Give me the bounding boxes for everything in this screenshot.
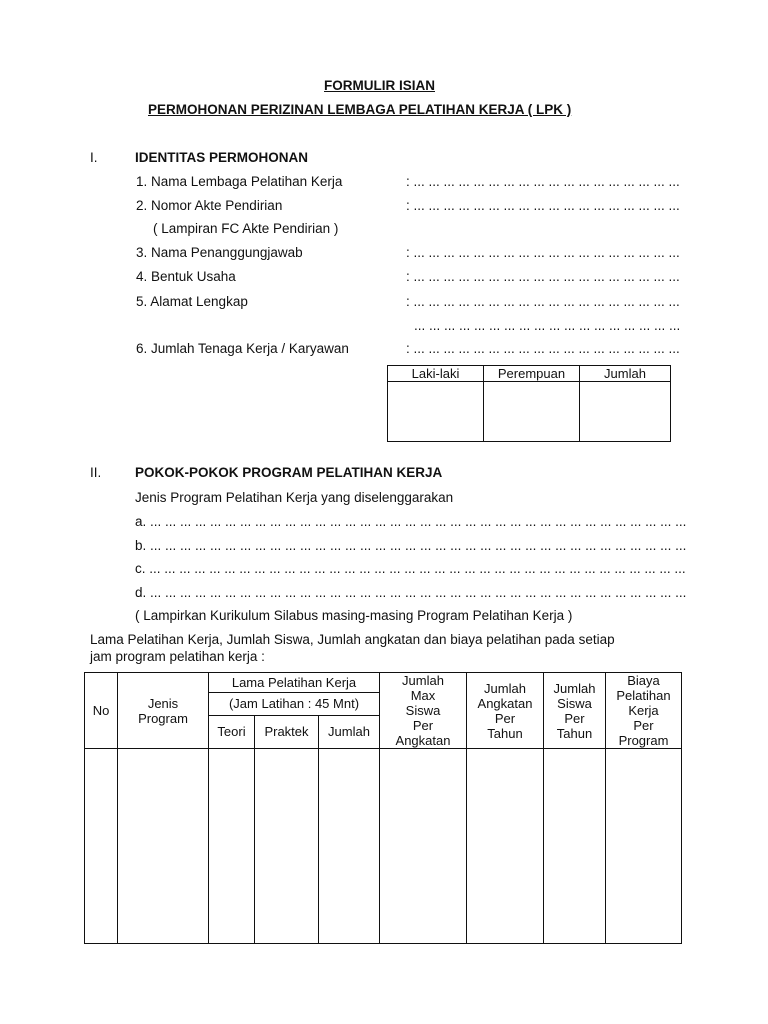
col-header-line: Jumlah [553,680,596,696]
col-header-line: Siswa [557,695,592,711]
col-header-line: Angkatan [477,695,533,711]
col-header-jenis [118,673,209,749]
staff-header-female: Perempuan [484,366,580,382]
col-header-line: Jumlah [402,673,444,688]
cell-max-siswa[interactable] [380,749,467,944]
paragraph-line2: jam program pelatihan kerja : [90,649,265,664]
item-label: 3. Nama Penanggungjawab [136,245,303,260]
col-header-line: Tahun [556,725,593,741]
col-header-line: Per [633,718,654,733]
item-label: 4. Bentuk Usaha [136,269,236,284]
staff-header-male: Laki-laki [388,366,484,382]
item-label: 2. Nomor Akte Pendirian [136,198,283,213]
col-header-line: Pelatihan [616,688,671,703]
form-subtitle: PERMOHONAN PERIZINAN LEMBAGA PELATIHAN KERJA ( LPK ) [148,102,572,117]
cell-jenis[interactable] [118,749,209,944]
form-title: FORMULIR ISIAN [324,78,435,93]
col-header-jenis-line: Jenis [147,695,179,711]
program-line[interactable]: c. ... ... ... ... ... ... ... ... ... ... ... ... ... ... ... ... ... ... ... ... ... ... ... ... ... ... ... ... ... ... ... ... ... ... ... ... [135,561,686,576]
col-header-line: Angkatan [395,733,451,748]
col-header-biaya [606,673,682,749]
col-header-line: Tahun [487,725,523,741]
program-line[interactable]: a. ... ... ... ... ... ... ... ... ... ... ... ... ... ... ... ... ... ... ... ... ... ... ... ... ... ... ... ... ... ... ... ... ... ... ... ... [135,514,687,529]
paragraph-line1: Lama Pelatihan Kerja, Jumlah Siswa, Jumlah angkatan dan biaya pelatihan pada setiap [90,632,615,647]
col-header-jenis-line: Program [138,710,188,726]
item-value[interactable]: : ... ... ... ... ... ... ... ... ... ... ... ... ... ... ... ... ... ... [406,269,680,284]
section2-note: ( Lampirkan Kurikulum Silabus masing-masing Program Pelatihan Kerja ) [135,608,573,623]
item-value[interactable]: : ... ... ... ... ... ... ... ... ... ... ... ... ... ... ... ... ... ... [406,245,680,260]
col-header-max-siswa [380,673,467,749]
col-header-line: Per [494,710,516,726]
item-value[interactable]: : ... ... ... ... ... ... ... ... ... ... ... ... ... ... ... ... ... ... [406,198,680,213]
cell-siswa[interactable] [544,749,606,944]
col-header-siswa [544,673,606,749]
program-line[interactable]: d. ... ... ... ... ... ... ... ... ... ... ... ... ... ... ... ... ... ... ... ... ... ... ... ... ... ... ... ... ... ... ... ... ... ... ... ... [135,585,687,600]
col-header-line: Program [618,733,669,748]
col-header-line: Jumlah [484,680,526,696]
col-header-angkatan [467,673,544,749]
cell-praktek[interactable] [255,749,319,944]
staff-cell-male[interactable] [388,382,484,442]
cell-angkatan[interactable] [467,749,544,944]
cell-no[interactable] [85,749,118,944]
program-line[interactable]: b. ... ... ... ... ... ... ... ... ... ... ... ... ... ... ... ... ... ... ... ... ... ... ... ... ... ... ... ... ... ... ... ... ... ... ... ... [135,538,687,553]
staff-cell-total[interactable] [580,382,671,442]
col-header-line: Siswa [405,703,441,718]
col-header-no: No [85,673,118,749]
staff-cell-female[interactable] [484,382,580,442]
col-header-teori: Teori [209,715,255,748]
col-header-jam: (Jam Latihan : 45 Mnt) [209,693,380,715]
section1-heading: IDENTITAS PERMOHONAN [135,150,309,165]
cell-teori[interactable] [209,749,255,944]
cell-jumlah[interactable] [319,749,380,944]
cell-biaya[interactable] [606,749,682,944]
col-header-jumlah: Jumlah [319,715,380,748]
col-header-line: Max [410,688,436,703]
item-label: 1. Nama Lembaga Pelatihan Kerja [136,174,343,189]
item-value-continued[interactable]: ... ... ... ... ... ... ... ... ... ... ... ... ... ... ... ... ... ... [414,318,681,333]
item-value[interactable]: : ... ... ... ... ... ... ... ... ... ... ... ... ... ... ... ... ... ... [406,294,680,309]
section1-number: I. [90,150,98,165]
program-table [84,672,682,944]
item-note: ( Lampiran FC Akte Pendirian ) [153,221,339,236]
col-header-lama: Lama Pelatihan Kerja [209,673,380,693]
item-label: 5. Alamat Lengkap [136,294,248,309]
item-label: 6. Jumlah Tenaga Kerja / Karyawan [136,341,349,356]
item-value[interactable]: : ... ... ... ... ... ... ... ... ... ... ... ... ... ... ... ... ... ... [406,341,680,356]
col-header-praktek: Praktek [255,715,319,748]
col-header-line: Per [412,718,434,733]
section2-heading: POKOK-POKOK PROGRAM PELATIHAN KERJA [135,465,443,480]
staff-header-total: Jumlah [580,366,671,382]
item-value[interactable]: : ... ... ... ... ... ... ... ... ... ... ... ... ... ... ... ... ... ... [406,174,680,189]
section2-number: II. [90,465,102,480]
staff-table [387,365,671,442]
col-header-line: Kerja [628,703,659,718]
section2-intro: Jenis Program Pelatihan Kerja yang diselenggarakan [135,490,454,505]
col-header-line: Per [564,710,585,726]
col-header-line: Biaya [627,673,660,688]
